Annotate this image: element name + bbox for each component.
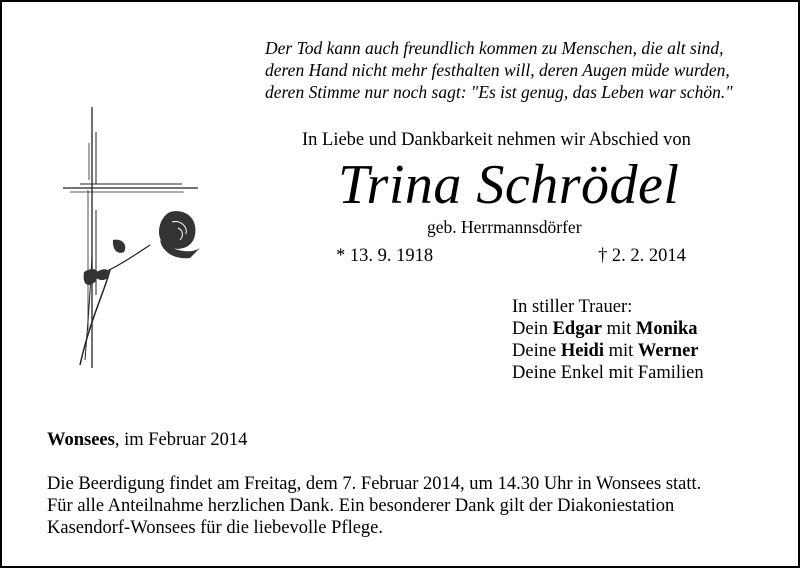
mourner-name: Monika xyxy=(635,319,698,339)
mourner-line: Deine Enkel mit Familien xyxy=(512,363,704,383)
text: Dein xyxy=(512,319,553,339)
mourner-line xyxy=(512,320,698,339)
birth-name: geb. Herrmannsdörfer xyxy=(427,217,582,237)
text: Deine xyxy=(512,341,561,361)
poem-line: Der Tod kann auch freundlich kommen zu Menschen, die alt sind, xyxy=(265,38,724,58)
birth-date: * 13. 9. 1918 xyxy=(336,246,434,266)
text: mit xyxy=(601,319,636,339)
mourner-name: Heidi xyxy=(560,341,604,361)
closing-line: Für alle Anteilnahme herzlichen Dank. Ein besonderer Dank gilt der Diakoniestation xyxy=(47,496,675,516)
mourners-heading: In stiller Trauer: xyxy=(512,297,633,317)
mourner-name: Werner xyxy=(637,341,699,361)
town: Wonsees xyxy=(47,430,115,450)
deceased-name: Trina Schrödel xyxy=(338,154,680,216)
poem-line: deren Stimme nur noch sagt: "Es ist genug, das Leben war schön." xyxy=(265,82,733,102)
closing-line: Kasendorf-Wonsees für die liebevolle Pflege. xyxy=(47,518,384,538)
date: , im Februar 2014 xyxy=(114,430,248,450)
cross-with-rose-icon xyxy=(50,100,210,380)
mourner-name: Edgar xyxy=(552,319,602,339)
poem-line: deren Hand nicht mehr festhalten will, deren Augen müde wurden, xyxy=(265,60,730,80)
death-date: † 2. 2. 2014 xyxy=(598,246,686,266)
mourner-line xyxy=(512,342,699,361)
text: mit xyxy=(603,341,638,361)
intro-text: In Liebe und Dankbarkeit nehmen wir Abschied von xyxy=(302,130,691,150)
closing-line: Die Beerdigung findet am Freitag, dem 7. Februar 2014, um 14.30 Uhr in Wonsees statt. xyxy=(47,474,702,494)
place-date xyxy=(47,431,247,450)
